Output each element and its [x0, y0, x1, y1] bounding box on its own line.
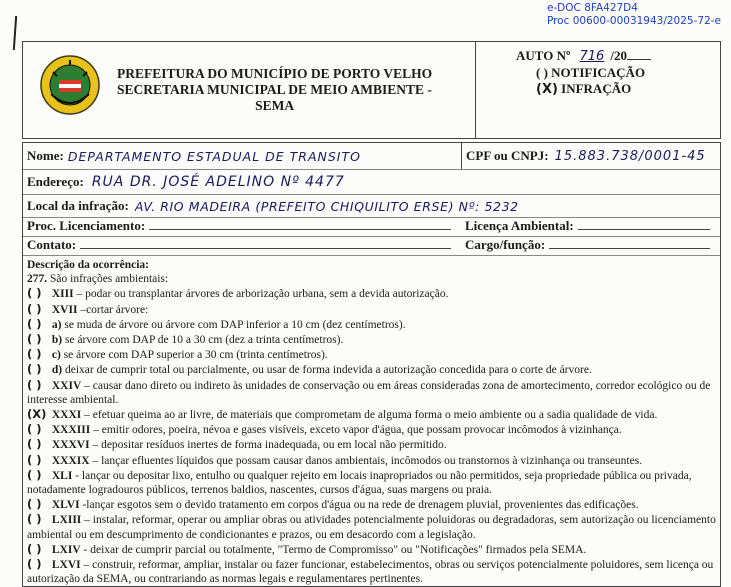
infraction-checkbox[interactable]: ( ) — [27, 332, 42, 347]
infraction-item — [27, 347, 718, 362]
infraction-checkbox[interactable]: ( ) — [27, 286, 42, 301]
infraction-form — [22, 142, 721, 587]
row-local — [23, 195, 720, 218]
contato-label: Contato: — [27, 237, 77, 252]
cpf-value: 15.883.738/0001-45 — [554, 148, 706, 164]
infraction-checkbox[interactable]: ( ) — [27, 541, 42, 556]
auto-block — [476, 42, 720, 138]
field-endereco — [23, 172, 349, 192]
intro-text: São infrações ambientais: — [50, 273, 169, 286]
infraction-checkbox[interactable]: ( ) — [27, 467, 42, 482]
org-line-sema: SEMA — [255, 98, 295, 113]
field-cargo — [461, 235, 720, 255]
infraction-checkbox[interactable]: ( ) — [27, 316, 42, 331]
description-section — [23, 256, 720, 586]
infraction-item — [27, 453, 718, 468]
infraction-code: a) — [51, 318, 62, 331]
infraction-item — [27, 437, 718, 452]
infraction-item — [27, 468, 718, 497]
infraction-code: LXVI — [51, 559, 81, 572]
form-header — [22, 41, 721, 139]
local-value: AV. RIO MADEIRA (PREFEITO CHIQUILITO ERSE) Nº: 5232 — [134, 198, 519, 214]
infraction-text: se árvore com DAP de 10 a 30 cm (dez a trinta centímetros). — [62, 334, 344, 347]
infraction-item — [27, 286, 718, 301]
infraction-code: XLVI — [51, 499, 80, 512]
infraction-code: LXIV — [51, 543, 81, 556]
auto-number: 716 — [579, 49, 605, 64]
infraction-text: – causar dano direto ou indireto às unidades de conservação ou em áreas consideradas zona de amortecimento, corredor ecológico ou de interesse ambiental. — [27, 379, 711, 406]
infraction-item — [27, 557, 718, 586]
row-endereco — [23, 170, 720, 195]
edoc-id: e-DOC 8FA427D4 — [546, 2, 638, 14]
field-nome — [23, 143, 462, 169]
pen-stroke — [13, 16, 17, 50]
infraction-code: XXXVI — [51, 439, 90, 452]
field-contato — [23, 235, 461, 255]
infraction-code: XVII — [51, 303, 78, 316]
infraction-text: – efetuar queima ao ar livre, de materiais que comprometam de alguma forma o meio ambiente ou a sadia qualidade de vida. — [81, 409, 658, 422]
auto-year: /20 — [610, 48, 627, 63]
infraction-checkbox[interactable]: ( ) — [27, 377, 42, 392]
infraction-checkbox[interactable]: ( ) — [27, 557, 42, 572]
infraction-item — [27, 302, 718, 317]
field-cpf — [462, 143, 720, 169]
infraction-code: XXXIII — [51, 424, 91, 437]
row-nome — [23, 143, 720, 170]
option-infracao — [516, 81, 651, 98]
infraction-checkbox[interactable]: (X) — [27, 407, 47, 422]
infraction-list — [27, 286, 718, 586]
infraction-item — [27, 332, 718, 347]
infraction-checkbox[interactable]: ( ) — [27, 422, 42, 437]
proc-label: Proc. Licenciamento: — [27, 218, 146, 233]
infraction-code: c) — [51, 349, 61, 362]
endereco-label: Endereço: — [27, 174, 84, 189]
org-name — [117, 66, 432, 114]
infraction-item — [27, 497, 718, 512]
infraction-text: – lançar efluentes líquidos que possam causar danos ambientais, incômodos ou transtornos à vizinhança ou transeuntes. — [89, 454, 643, 467]
auto-label: AUTO Nº — [516, 48, 571, 63]
infraction-item — [27, 542, 718, 557]
infraction-checkbox[interactable]: ( ) — [27, 452, 42, 467]
field-licenca — [461, 216, 720, 236]
nome-label: Nome: — [27, 148, 64, 163]
infraction-item — [27, 317, 718, 332]
infraction-text: –cortar árvore: — [77, 303, 149, 316]
option-notificacao: ( ) NOTIFICAÇÃO — [536, 65, 646, 80]
org-block — [23, 42, 476, 138]
infraction-item — [27, 378, 718, 407]
infraction-checkbox[interactable]: ( ) — [27, 301, 42, 316]
edoc-process: Proc 00600-00031943/2025-72-e — [546, 15, 721, 27]
description-title: Descrição da ocorrência: — [27, 259, 149, 271]
licenca-label: Licença Ambiental: — [465, 218, 574, 233]
infraction-text: – construir, reformar, ampliar, instalar ou fazer funcionar, estabelecimentos, obras ou serviços potencialmente poluidores, sem licença ou autorização da SEMA, ou contrariando as normas legais e regulamentares pertinentes. — [27, 559, 714, 586]
infraction-code: XXIV — [51, 379, 82, 392]
infraction-item — [27, 512, 718, 541]
infraction-item — [27, 407, 718, 422]
municipal-seal-icon — [39, 54, 101, 116]
infraction-text: - lançar ou depositar lixo, entulho ou qualquer rejeito em locais inapropriados ou não permitidos, seja propriedade pública ou privada, notadamente logradouros públicos, terrenos baldios, nascentes, cursos d'água, suas margens ou praia. — [27, 469, 692, 497]
infraction-code: LXIII — [51, 514, 82, 527]
auto-number-line — [516, 48, 651, 65]
infraction-checkbox[interactable]: ( ) — [27, 497, 42, 512]
infraction-text: deixar de cumprir total ou parcialmente, ou usar de forma indevida a autorização concedida para o corte de árvore. — [62, 364, 592, 377]
infraction-text: – instalar, reformar, operar ou ampliar obras ou atividades potencialmente poluidoras ou degradadoras, sem autorização ou licenciamento ambiental ou em descumprimento de condicionantes e prazos, ou em desacordo com a legislação. — [27, 514, 716, 541]
edoc-stamp — [547, 2, 721, 28]
local-label: Local da infração: — [27, 198, 129, 213]
auto-info — [516, 48, 651, 98]
infraction-item — [27, 422, 718, 437]
option-infracao-label: INFRAÇÃO — [561, 81, 632, 96]
infraction-checkbox[interactable]: ( ) — [27, 512, 42, 527]
infraction-code: XXXI — [51, 409, 82, 422]
infraction-code: XLI — [51, 469, 73, 482]
cargo-label: Cargo/função: — [465, 237, 546, 252]
org-line-secretaria: SECRETARIA MUNICIPAL DE MEIO AMBIENTE - — [117, 82, 432, 97]
endereco-value: RUA DR. JOSÉ ADELINO Nº 4477 — [91, 174, 345, 190]
infraction-code: XXXIX — [51, 454, 90, 467]
description-intro: 277. São infrações ambientais: — [27, 273, 169, 286]
infraction-text: -lançar esgotos sem o devido tratamento em corpos d'água ou na rede de drenagem pluvial, provenientes das edificações. — [79, 499, 639, 512]
cpf-label: CPF ou CNPJ: — [466, 148, 549, 163]
nome-value: DEPARTAMENTO ESTADUAL DE TRANSITO — [67, 148, 361, 164]
infraction-text: – depositar resíduos inertes de forma inadequada, ou em local não permitido. — [89, 439, 447, 452]
infraction-checkbox[interactable]: ( ) — [27, 347, 42, 362]
infraction-checkbox[interactable]: ( ) — [27, 362, 42, 377]
org-line-prefeitura: PREFEITURA DO MUNICÍPIO DE PORTO VELHO — [117, 66, 433, 81]
row-contato — [23, 237, 720, 256]
field-proc — [23, 216, 461, 236]
infraction-text: se árvore com DAP superior a 30 cm (trinta centímetros). — [60, 349, 328, 362]
infraction-text: - deixar de cumprir parcial ou totalmente, "Termo de Compromisso" ou "Notificações" firmados pela SEMA. — [80, 543, 587, 556]
infraction-code: b) — [51, 334, 63, 347]
infraction-code: d) — [51, 364, 63, 377]
option-infracao-mark: (X) — [536, 82, 558, 97]
infraction-text: – emitir odores, poeira, névoa e gases visíveis, exceto vapor d'água, que possam provocar incômodos à vizinhança. — [90, 424, 622, 437]
infraction-text: – podar ou transplantar árvores de arborização urbana, sem a devida autorização. — [73, 288, 449, 301]
field-local — [23, 196, 523, 216]
infraction-checkbox[interactable]: ( ) — [27, 437, 42, 452]
infraction-code: XIII — [51, 288, 74, 301]
infraction-item — [27, 362, 718, 377]
infraction-text: se muda de árvore ou árvore com DAP inferior a 10 cm (dez centímetros). — [61, 318, 406, 331]
